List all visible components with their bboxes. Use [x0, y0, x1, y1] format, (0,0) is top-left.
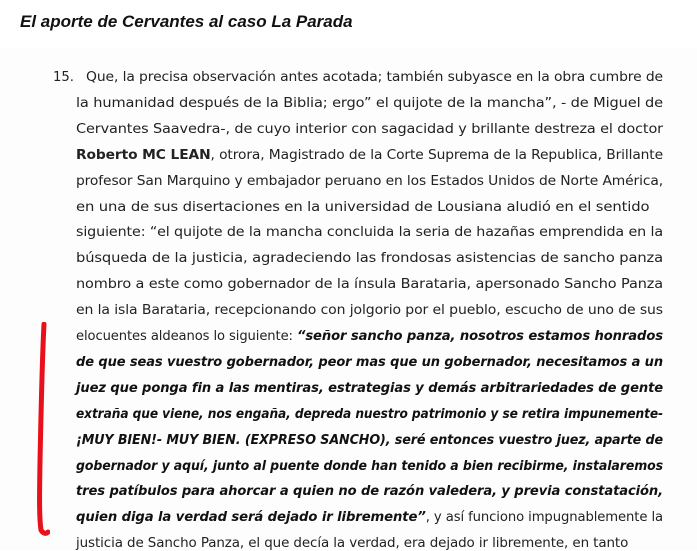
paragraph-line	[86, 70, 663, 85]
red-marker-stroke	[40, 324, 48, 533]
line-text: Cervantes Saavedra-, de cuyo interior con sagacidad y brillante destreza el doctor	[76, 121, 663, 137]
line-text: nombro a este como gobernador de la ínsula Barataria, apersonado Sancho Panza	[76, 277, 663, 293]
red-marker-line	[34, 322, 50, 536]
paragraph-line	[76, 200, 649, 215]
paragraph-line	[76, 407, 663, 422]
paragraph-line	[76, 277, 663, 292]
line-text: justicia de Sancho Panza, el que decía la verdad, era dejado ir libremente, en tanto	[76, 536, 629, 551]
paragraph-line	[76, 122, 663, 137]
paragraph-line	[76, 225, 663, 240]
paragraph-line	[76, 355, 663, 370]
paragraph-number: 15.	[53, 70, 74, 85]
paragraph-line	[76, 303, 663, 318]
line-text: en una de sus disertaciones en la universidad de Lousiana aludió en el sentido	[76, 199, 650, 215]
paragraph-line	[76, 510, 663, 525]
paragraph-line	[76, 536, 628, 551]
line-text: , otrora, Magistrado de la Corte Suprema de la Republica, Brillante	[210, 147, 664, 163]
emphasized-text: Roberto MC LEAN	[76, 147, 211, 163]
paragraph-line	[76, 329, 663, 344]
paragraph-line	[76, 381, 663, 396]
paragraph-line	[76, 251, 663, 266]
line-text: elocuentes aldeanos lo siguiente:	[76, 329, 297, 344]
emphasized-text: juez que ponga fin a las mentiras, estrategias y demás arbitrariedades de gente	[76, 380, 663, 396]
emphasized-text: “señor sancho panza, nosotros estamos honrados	[296, 329, 663, 344]
line-text: en la isla Barataria, recepcionando con jolgorio por el pueblo, escucho de uno de sus	[76, 303, 663, 319]
page-title: El aporte de Cervantes al caso La Parada	[20, 12, 353, 31]
line-text: la humanidad después de la Biblia; ergo” el quijote de la mancha”, - de Miguel de	[76, 95, 663, 111]
emphasized-text: tres patíbulos para ahorcar a quien no de razón valedera, y previa constatación,	[76, 484, 663, 500]
emphasized-text: de que seas vuestro gobernador, peor mas que un gobernador, necesitamos a un	[76, 354, 663, 370]
paragraph-line	[76, 174, 663, 189]
emphasized-text: ¡MUY BIEN!- MUY BIEN. (EXPRESO SANCHO), seré entonces vuestro juez, aparte de	[76, 432, 663, 448]
line-text: Que, la precisa observación antes acotada; también subyasce en la obra cumbre de	[86, 70, 663, 85]
emphasized-text: quien diga la verdad será dejado ir libremente”	[76, 510, 426, 526]
scanned-document	[0, 48, 697, 550]
paragraph-line	[76, 459, 663, 474]
line-text: búsqueda de la justicia, agradeciendo las frondosas asistencias de sancho panza	[76, 251, 663, 267]
line-text: , y así funciono impugnablemente la	[425, 510, 663, 526]
line-text: profesor San Marquino y embajador peruano en los Estados Unidos de Norte América,	[76, 173, 663, 189]
line-text: siguiente: “el quijote de la mancha concluida la seria de hazañas emprendida en la	[76, 225, 663, 241]
paragraph-line	[76, 96, 663, 111]
paragraph-line	[76, 484, 663, 499]
paragraph-line	[76, 148, 663, 163]
emphasized-text: gobernador y aquí, junto al puente donde han tenido a bien recibirme, instalaremos	[76, 458, 663, 474]
paragraph-line	[76, 433, 663, 448]
emphasized-text: extraña que viene, nos engaña, depreda nuestro patrimonio y se retira impunemente-	[76, 406, 663, 422]
